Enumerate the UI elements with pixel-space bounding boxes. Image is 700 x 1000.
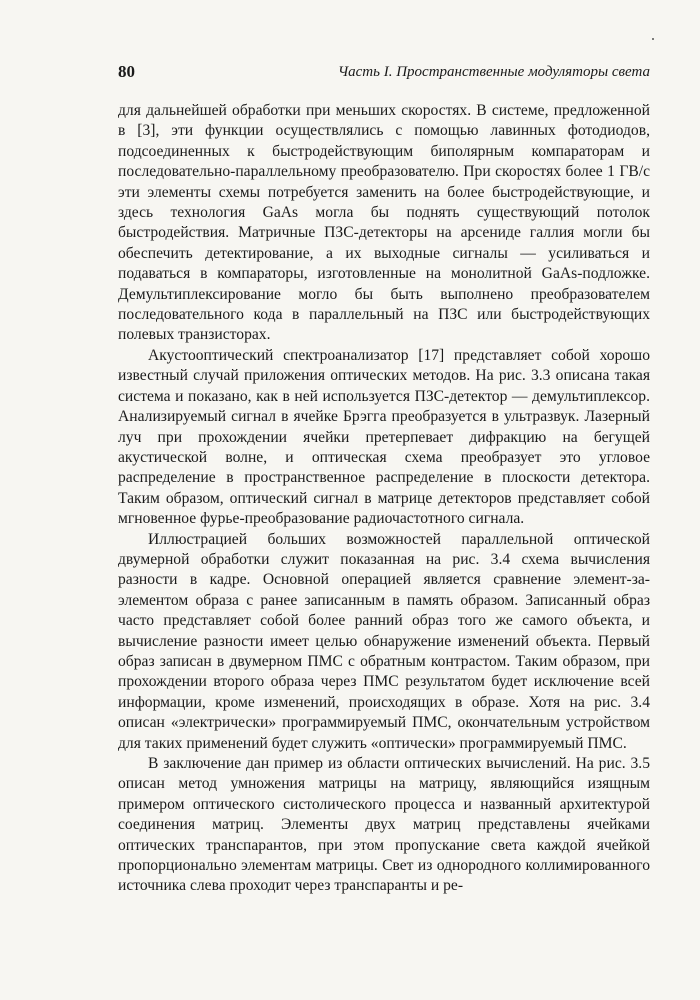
paragraph-continued: для дальнейшей обработки при меньших скоростях. В системе, предложенной в [3], эти функции осуществлялись с помощью лавинных фотодиодов, подсоединенных к быстродействующим биполярным компараторам и последовательно-параллельному преобразователю. При скоростях более 1 ГВ/с эти элементы схемы потребуется заменить на более быстродействующие, и здесь технология GaAs могла бы поднять существующий потолок быстродействия. Матричные ПЗС-детекторы на арсениде галлия могли бы обеспечить детектирование, а их выходные сигналы — усиливаться и подаваться в компараторы, изготовленные на монолитной GaAs-подложке. Демультиплексирование могло бы быть выполнено преобразователем последовательного кода в параллельный на ПЗС или быстродействующих полевых транзисторах.	[118, 102, 650, 344]
print-speck	[652, 38, 654, 40]
body-text	[118, 101, 650, 897]
paragraph-optical-computing: В заключение дан пример из области оптических вычислений. На рис. 3.5 описан метод умножения матрицы на матрицу, являющийся изящным примером оптического систолического процесса и названный архитектурой соединения матриц. Элементы двух матриц представлены ячейками оптических транспарантов, при этом пропускание света каждой ячейкой пропорционально элементам матрицы. Свет из однородного коллимированного источника слева проходит через транспаранты и ре-	[118, 755, 650, 895]
running-title: Часть I. Пространственные модуляторы света	[337, 64, 650, 80]
page-header	[118, 62, 650, 84]
paragraph-frame-difference: Иллюстрацией больших возможностей параллельной оптической двумерной обработки служит показанная на рис. 3.4 схема вычисления разности в кадре. Основной операцией является сравнение элемент-за-элементом образа с ранее записанным в память образом. Записанный образ часто представляет собой более ранний образ того же самого объекта, и вычисление разности имеет целью обнаружение изменений объекта. Первый образ записан в двумерном ПМС с обратным контрастом. Таким образом, при прохождении второго образа через ПМС результатом будет исключение всей информации, кроме изменений, происходящих в образе. Хотя на рис. 3.4 описан «электрически» программируемый ПМС, окончательным устройством для таких применений будет служить «оптически» программируемый ПМС.	[118, 530, 650, 752]
paragraph-acousto-optic: Акустооптический спектроанализатор [17] представляет собой хорошо известный случай приложения оптических методов. На рис. 3.3 описана такая система и показано, как в ней используется ПЗС-детектор — демультиплексор. Анализируемый сигнал в ячейке Брэгга преобразуется в ультразвук. Лазерный луч при прохождении ячейки претерпевает дифракцию на бегущей акустической волне, и оптическая схема преобразует это угловое распределение в пространственное распределение в плоскости детектора. Таким образом, оптический сигнал в матрице детекторов представляет собой мгновенное фурье-преобразование радиочастотного сигнала.	[118, 346, 650, 528]
page-number: 80	[118, 62, 135, 81]
